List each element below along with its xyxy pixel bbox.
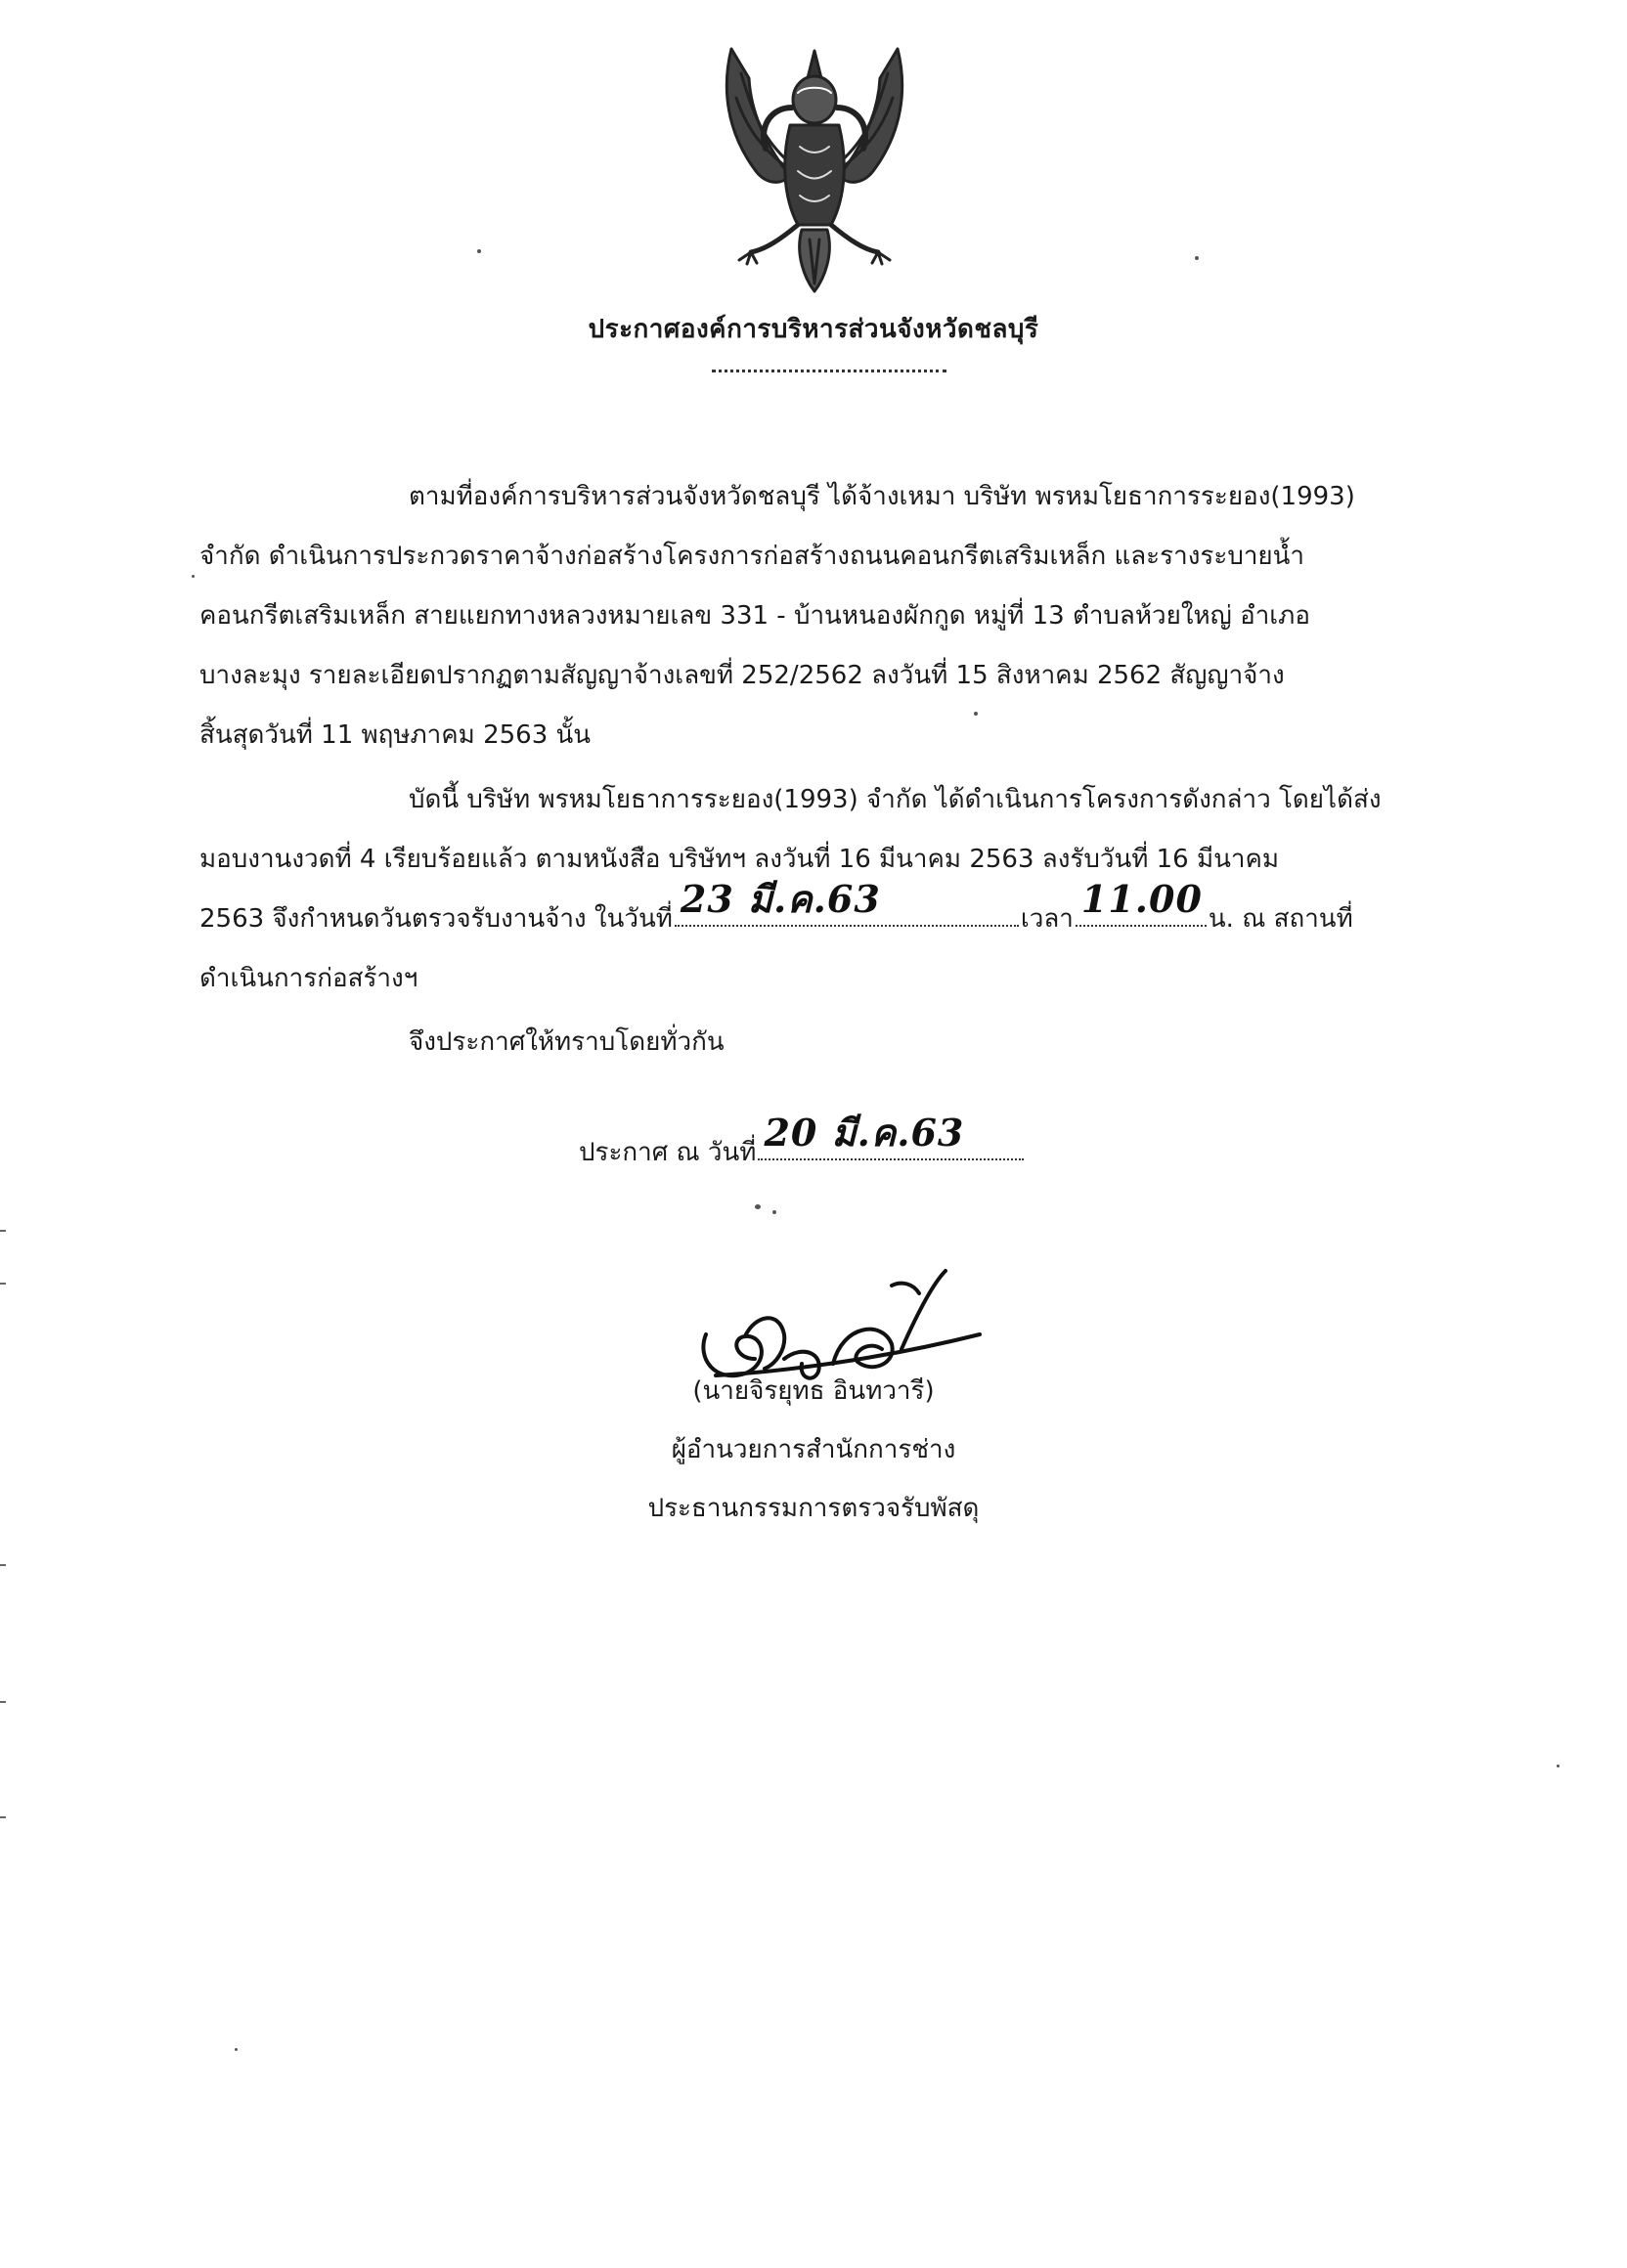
paragraph-line: มอบงานงวดที่ 4 เรียบร้อยแล้ว ตามหนังสือ บริษัทฯ ลงวันที่ 16 มีนาคม 2563 ลงรับวันที่ 16 มีนาคม [199, 845, 1280, 874]
scan-edge-mark [0, 1701, 6, 1703]
announce-date-handwritten: 20 มี.ค.63 [764, 1111, 965, 1155]
signatory-name: (นายจิรยุทธ อินทวารี) [692, 1376, 935, 1406]
title-divider [712, 370, 946, 372]
announce-date-line [579, 1111, 1026, 1172]
inspection-date-field [675, 877, 1019, 927]
paragraph-line: จำกัด ดำเนินการประกวดราคาจ้างก่อสร้างโครงการก่อสร้างถนนคอนกรีตเสริมเหล็ก และรางระบายน้ำ [199, 542, 1305, 571]
paragraph-line: คอนกรีตเสริมเหล็ก สายแยกทางหลวงหมายเลข 331 - บ้านหนองผักกูด หมู่ที่ 13 ตำบลห้วยใหญ่ อำเภอ [199, 601, 1310, 631]
paragraph-line: บัดนี้ บริษัท พรหมโยธาการระยอง(1993) จำกัด ได้ดำเนินการโครงการดังกล่าว โดยได้ส่ง [409, 785, 1382, 814]
signatory-committee-role: ประธานกรรมการตรวจรับพัสดุ [647, 1494, 980, 1523]
paragraph-line-with-fields [199, 877, 1431, 949]
page-title: ประกาศองค์การบริหารส่วนจังหวัดชลบุรี [588, 315, 1039, 344]
scan-edge-mark [0, 1816, 6, 1818]
scan-speck [974, 712, 978, 716]
announce-label: ประกาศ ณ วันที่ [579, 1138, 757, 1167]
inspection-prefix: 2563 จึงกำหนดวันตรวจรับงานจ้าง ในวันที่ [199, 904, 673, 934]
scan-speck [1195, 256, 1199, 260]
paragraph-line: ตามที่องค์การบริหารส่วนจังหวัดชลบุรี ได้จ้างเหมา บริษัท พรหมโยธาการระยอง(1993) [409, 482, 1355, 511]
signatory-position: ผู้อำนวยการสำนักการช่าง [671, 1435, 956, 1464]
paragraph-line: บางละมุง รายละเอียดปรากฏตามสัญญาจ้างเลขที่ 252/2562 ลงวันที่ 15 สิงหาคม 2562 สัญญาจ้าง [199, 661, 1285, 690]
scan-speck [192, 575, 195, 578]
inspection-date-handwritten: 23 มี.ค.63 [680, 877, 881, 921]
paragraph-contract-details [199, 467, 1431, 765]
paragraph-line: ดำเนินการก่อสร้างฯ [199, 964, 418, 993]
scan-edge-mark [0, 1283, 6, 1285]
inspection-time-handwritten: 11.00 [1080, 877, 1203, 921]
paragraph-inspection-notice [199, 770, 1431, 1009]
closing-line: จึงประกาศให้ทราบโดยทั่วกัน [409, 1027, 725, 1057]
scan-speck [235, 2048, 238, 2051]
inspection-time-label: เวลา [1020, 904, 1074, 934]
garuda-emblem-icon [712, 39, 917, 298]
scan-speck [755, 1204, 761, 1209]
scan-speck [1557, 1765, 1560, 1767]
announce-date-field [758, 1111, 1024, 1160]
scan-edge-mark [0, 1564, 6, 1566]
inspection-suffix: น. ณ สถานที่ [1208, 904, 1353, 934]
inspection-time-field [1076, 877, 1207, 927]
scan-speck [477, 249, 481, 253]
scan-speck [772, 1210, 776, 1214]
paragraph-line: สิ้นสุดวันที่ 11 พฤษภาคม 2563 นั้น [199, 720, 592, 750]
closing-statement [199, 1013, 1431, 1072]
scan-edge-mark [0, 1230, 6, 1232]
